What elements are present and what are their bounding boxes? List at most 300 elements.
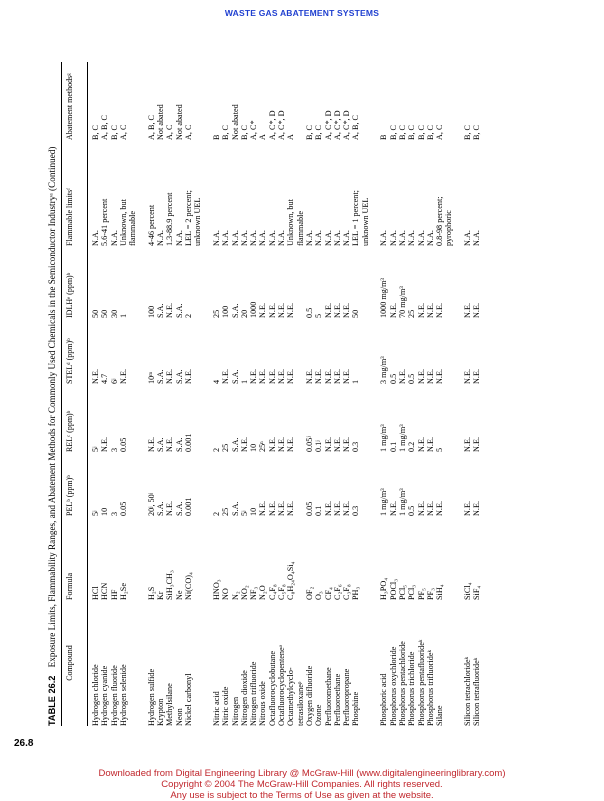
cell-rel: S.A. (156, 437, 166, 452)
cell-abatement: B (379, 134, 389, 140)
cell-formula: C₅F₈ (277, 584, 286, 600)
cell-pel: 3 (109, 511, 119, 516)
cell-pel: N.E. (425, 500, 435, 516)
download-footer (0, 768, 604, 801)
cell-compound: Phosphorus trichloride (407, 651, 417, 726)
cell-pel: N.E. (342, 500, 352, 516)
cell-flammable: N.A. (91, 230, 100, 246)
cell-flammable: 4-46 percent (146, 204, 156, 246)
cell-flammable: Unknown, but (286, 199, 296, 246)
table-row (426, 62, 435, 726)
cell-idlh: 1000 mg/m³ (379, 278, 389, 318)
cell-compound: Hydrogen selenide (118, 664, 128, 726)
cell-compound: tetrasiloxaneᵖ (295, 681, 305, 726)
cell-pel: 0.001 (184, 497, 193, 516)
cell-abatement: A (286, 134, 296, 140)
table-row (444, 62, 453, 726)
cell-idlh: 100 (146, 305, 156, 318)
cell-rel: N.E. (100, 436, 110, 452)
cell-flammable: N.A. (221, 230, 231, 246)
cell-pel: 10 (100, 507, 110, 516)
cell-abatement: B, C (221, 124, 231, 140)
cell-compound: Silicon tetrafluorideᵏ (472, 657, 482, 726)
cell-idlh: N.E. (472, 302, 482, 318)
table-row (314, 62, 323, 726)
cell-idlh: 50 (100, 309, 110, 318)
footer-line-1: Downloaded from Digital Engineering Library @ McGraw-Hill (www.digitalengineeringlibrary.com) (98, 768, 506, 779)
cell-abatement: A, C*, D (267, 110, 277, 140)
cell-pel: N.E. (463, 500, 472, 516)
cell-flammable: 0.8-98 percent; (435, 196, 445, 246)
cell-compound: Nitrous oxide (258, 681, 268, 726)
cell-idlh: 1000 (249, 301, 259, 318)
cell-rel: N.E. (165, 436, 175, 452)
cell-idlh: N.E. (416, 302, 426, 318)
cell-compound: Methylsilane (165, 683, 175, 726)
column-header-flammable: Flammable limitsᶠ (65, 188, 74, 246)
cell-stel: 6ʲ (109, 378, 119, 384)
cell-rel: S.A. (174, 437, 184, 452)
column-header-idlh: IDLHᵉ (ppm)ᵇ (65, 272, 74, 318)
cell-stel: N.E. (267, 368, 277, 384)
table-row (110, 62, 119, 726)
cell-formula: SiCl₄ (463, 582, 472, 600)
cell-idlh: N.E. (463, 302, 472, 318)
cell-flammable: N.A. (230, 230, 240, 246)
cell-stel: N.E. (463, 368, 472, 384)
rotated-table-region (44, 62, 544, 726)
cell-stel: N.E. (472, 368, 482, 384)
cell-abatement: Not abated (174, 104, 184, 140)
cell-compound: Hydrogen chloride (91, 664, 100, 726)
cell-formula: C₂F₆ (332, 584, 342, 600)
cell-formula: NO (221, 588, 231, 600)
cell-formula: NF₃ (249, 586, 259, 600)
cell-formula: C₄F₈ (267, 584, 277, 600)
cell-rel: 1 mg/m³ (379, 424, 389, 452)
cell-flammable: N.A. (249, 230, 259, 246)
cell-stel: N.E. (323, 368, 333, 384)
cell-rel: N.E. (472, 436, 482, 452)
cell-abatement: A, C (165, 124, 175, 140)
table-row (184, 62, 193, 726)
cell-flammable: unknown UEL (360, 197, 370, 246)
cell-compound: Octafluorocyclopenteneᵒ (277, 644, 286, 726)
cell-stel: N.E. (342, 368, 352, 384)
cell-pel: S.A. (156, 501, 166, 516)
cell-pel: N.E. (258, 500, 268, 516)
cell-idlh: N.E. (425, 302, 435, 318)
cell-stel: S.A. (156, 369, 166, 384)
cell-stel: N.E. (397, 368, 407, 384)
cell-stel: 0.5 (388, 373, 398, 384)
cell-formula: CF₄ (323, 587, 333, 600)
cell-abatement: B (211, 134, 221, 140)
cell-formula: PF₅ (416, 588, 426, 600)
column-header-rel: RELᶜ (ppm)ᵇ (65, 410, 74, 452)
cell-compound: Phosphorus oxychloride (388, 646, 398, 726)
cell-flammable: N.A. (425, 230, 435, 246)
cell-stel: 0.5 (407, 373, 417, 384)
cell-pel: N.E. (323, 500, 333, 516)
cell-rel: N.E. (416, 436, 426, 452)
cell-pel: N.E. (277, 500, 286, 516)
table-row (249, 62, 258, 726)
cell-formula: HCN (100, 582, 110, 600)
table-row (91, 62, 100, 726)
cell-stel: N.E. (416, 368, 426, 384)
cell-compound: Octafluorocyclobutane (267, 650, 277, 726)
cell-compound: Hydrogen cyanide (100, 665, 110, 726)
table-header-rule (87, 62, 88, 726)
table-row (463, 62, 472, 726)
column-header-formula: Formula (65, 572, 74, 600)
cell-formula: PH₃ (351, 586, 361, 600)
cell-pel: N.E. (416, 500, 426, 516)
cell-abatement: A (258, 134, 268, 140)
table-row (147, 62, 156, 726)
cell-compound: Oxygen difluoride (304, 665, 314, 726)
cell-stel: N.E. (277, 368, 286, 384)
cell-flammable: N.A. (211, 230, 221, 246)
cell-compound: Nitric oxide (221, 686, 231, 726)
cell-rel: N.E. (239, 436, 249, 452)
cell-compound: Perfluoroethane (332, 673, 342, 726)
cell-rel: 2 (211, 447, 221, 452)
cell-abatement: B, C (472, 124, 482, 140)
cell-idlh: N.E. (258, 302, 268, 318)
table-row (398, 62, 407, 726)
cell-flammable: N.A. (109, 230, 119, 246)
cell-rel: 25 (221, 443, 231, 452)
cell-abatement: A, C (184, 124, 193, 140)
cell-formula: SiF₄ (472, 585, 482, 600)
table-number: TABLE 26.2 (47, 675, 57, 726)
cell-pel: N.E. (267, 500, 277, 516)
cell-flammable: N.A. (304, 230, 314, 246)
cell-compound: Nitric acid (211, 691, 221, 726)
cell-flammable: N.A. (388, 230, 398, 246)
cell-rel: 0.1ʲ (314, 440, 324, 452)
table-row (417, 62, 426, 726)
cell-rel: N.E. (463, 436, 472, 452)
cell-formula: N₂O (258, 585, 268, 600)
cell-pel: 1 mg/m³ (379, 488, 389, 516)
cell-compound: Krypton (156, 698, 166, 726)
cell-pel: 0.05 (304, 501, 314, 516)
cell-flammable: N.A. (277, 230, 286, 246)
cell-idlh: N.E. (342, 302, 352, 318)
cell-stel: 1 (239, 379, 249, 384)
cell-flammable: pyrophoric (444, 210, 454, 246)
cell-rel: 0.3 (351, 441, 361, 452)
cell-stel: N.E. (249, 368, 259, 384)
cell-idlh: N.E. (332, 302, 342, 318)
cell-compound: Perfluoropropane (342, 668, 352, 726)
table-row (138, 62, 147, 726)
table-row (333, 62, 342, 726)
cell-formula: H₂S (146, 586, 156, 600)
cell-pel: N.E. (435, 500, 445, 516)
table-row (277, 62, 286, 726)
column-header-compound: Compound (65, 645, 74, 681)
table-row (342, 62, 351, 726)
cell-abatement: B, C (91, 124, 100, 140)
cell-rel: 5 (435, 447, 445, 452)
cell-idlh: 25 (407, 309, 417, 318)
cell-idlh: S.A. (156, 303, 166, 318)
cell-flammable: N.A. (156, 230, 166, 246)
cell-idlh: 0.5 (304, 307, 314, 318)
column-header-abatement: Abatement methodsᵍ (65, 73, 74, 140)
cell-abatement: B, C (304, 124, 314, 140)
table-caption (44, 62, 60, 726)
cell-formula: HF (109, 589, 119, 600)
cell-idlh: 100 (221, 305, 231, 318)
cell-compound: Perfluoromethane (323, 667, 333, 726)
cell-pel: N.E. (388, 500, 398, 516)
cell-stel: N.E. (314, 368, 324, 384)
cell-rel: N.E. (342, 436, 352, 452)
cell-stel: N.E. (332, 368, 342, 384)
table-row (296, 62, 305, 726)
cell-stel: N.E. (184, 368, 193, 384)
cell-formula: Ni(CO)₄ (184, 572, 193, 600)
table-row (221, 62, 230, 726)
cell-stel: 3 mg/m³ (379, 356, 389, 384)
cell-abatement: A, C* (249, 120, 259, 140)
cell-idlh: N.E. (388, 302, 398, 318)
cell-abatement: B, C (425, 124, 435, 140)
cell-abatement: A, C (435, 124, 445, 140)
cell-flammable: N.A. (342, 230, 352, 246)
cell-stel: N.E. (91, 368, 100, 384)
cell-flammable: N.A. (267, 230, 277, 246)
cell-compound: Nickel carbonyl (184, 673, 193, 726)
cell-abatement: B, C (397, 124, 407, 140)
table-row (240, 62, 249, 726)
cell-abatement: B, C (463, 124, 472, 140)
cell-pel: 2 (211, 511, 221, 516)
cell-pel: N.E. (286, 500, 296, 516)
table-row (156, 62, 165, 726)
cell-rel: N.E. (267, 436, 277, 452)
cell-compound: Hydrogen fluoride (109, 665, 119, 726)
cell-pel: 10 (249, 507, 259, 516)
table-row (165, 62, 174, 726)
cell-stel: 4 (211, 379, 221, 384)
cell-abatement: A, C*, D (342, 110, 352, 140)
cell-formula: PCl₃ (407, 584, 417, 600)
cell-idlh: 25 (211, 309, 221, 318)
cell-abatement: B, C (407, 124, 417, 140)
cell-formula: SiH₄ (435, 584, 445, 600)
cell-flammable: LEL = 2 percent; (184, 190, 193, 246)
cell-flammable: unknown UEL (193, 197, 203, 246)
cell-rel: 0.001 (184, 433, 193, 452)
cell-rel: 0.2 (407, 441, 417, 452)
table-row (212, 62, 221, 726)
cell-flammable: 5.6-41 percent (100, 198, 110, 246)
cell-compound: Phosphine (351, 691, 361, 726)
cell-abatement: A, B, C (146, 114, 156, 140)
table-top-rule (61, 62, 62, 726)
cell-pel: 0.3 (351, 505, 361, 516)
cell-pel: 1 mg/m³ (397, 488, 407, 516)
cell-rel: N.E. (277, 436, 286, 452)
cell-pel: 25 (221, 507, 231, 516)
cell-formula: N₂ (230, 591, 240, 600)
cell-idlh: N.E. (277, 302, 286, 318)
cell-idlh: N.E. (165, 302, 175, 318)
cell-abatement: A, C*, D (332, 110, 342, 140)
table-row (324, 62, 333, 726)
footer-line-2: Copyright © 2004 The McGraw-Hill Companies. All rights reserved. (161, 779, 443, 790)
cell-rel: 10 (249, 443, 259, 452)
table-row (454, 62, 463, 726)
cell-stel: N.E. (221, 368, 231, 384)
cell-idlh: N.E. (267, 302, 277, 318)
table-row (268, 62, 277, 726)
cell-compound: Silicon tetrachlorideᵏ (463, 656, 472, 726)
cell-idlh: N.E. (323, 302, 333, 318)
cell-idlh: 50 (91, 309, 100, 318)
cell-formula: PCl₅ (397, 584, 407, 600)
cell-compound: Silane (435, 705, 445, 726)
table-row (351, 62, 360, 726)
cell-flammable: N.A. (323, 230, 333, 246)
cell-formula: H₃PO₄ (379, 577, 389, 600)
table-row (128, 62, 137, 726)
cell-pel: 0.1 (314, 505, 324, 516)
cell-rel: N.E. (323, 436, 333, 452)
cell-rel: N.E. (332, 436, 342, 452)
cell-formula: C₈H₂₄O₄Si₄ (286, 561, 296, 600)
cell-stel: N.E. (435, 368, 445, 384)
table-caption-text: Exposure Limits, Flammability Ranges, and Abatement Methods for Commonly Used Chemicals in the Semiconductor Industryᵃ (Continued) (47, 146, 57, 668)
cell-pel: 0.05 (118, 501, 128, 516)
cell-pel: 5ʲ (91, 510, 100, 516)
cell-rel: 0.05ʲ (304, 436, 314, 452)
cell-flammable: Unknown, but (118, 199, 128, 246)
cell-flammable: flammable (295, 210, 305, 246)
table-row (175, 62, 184, 726)
cell-stel: N.E. (286, 368, 296, 384)
cell-idlh: 2 (184, 313, 193, 318)
table-row (370, 62, 379, 726)
cell-formula: SiH₃CH₃ (165, 570, 175, 600)
cell-abatement: A, C*, D (277, 110, 286, 140)
cell-stel: N.E. (304, 368, 314, 384)
table-row (258, 62, 267, 726)
cell-idlh: 20 (239, 309, 249, 318)
cell-compound: Phosphorus trifluorideᵏ (425, 649, 435, 726)
table-row (193, 62, 202, 726)
table-row (203, 62, 212, 726)
cell-flammable: flammable (128, 210, 138, 246)
table-row (379, 62, 388, 726)
cell-compound: Phosphorus pentafluorideᵏ (416, 639, 426, 726)
cell-formula: O₃ (314, 591, 324, 600)
cell-abatement: A, B, C (100, 114, 110, 140)
cell-stel: 1 (351, 379, 361, 384)
table-row (361, 62, 370, 726)
table-row (119, 62, 128, 726)
cell-stel: N.E. (258, 368, 268, 384)
cell-formula: PF₃ (425, 588, 435, 600)
cell-rel: S.A. (230, 437, 240, 452)
cell-pel: S.A. (174, 501, 184, 516)
footer-line-3: Any use is subject to the Terms of Use as given at the website. (170, 790, 434, 801)
cell-flammable: N.A. (407, 230, 417, 246)
cell-pel: N.E. (472, 500, 482, 516)
cell-formula: OF₂ (304, 586, 314, 600)
cell-formula: C₃F₈ (342, 584, 352, 600)
cell-idlh: S.A. (174, 303, 184, 318)
cell-rel: N.E. (425, 436, 435, 452)
cell-flammable: LEL = 1 percent; (351, 190, 361, 246)
cell-abatement: B, C (416, 124, 426, 140)
cell-flammable: N.A. (332, 230, 342, 246)
cell-flammable: N.A. (174, 230, 184, 246)
cell-compound: Phosphoric acid (379, 673, 389, 726)
cell-flammable: N.A. (379, 230, 389, 246)
cell-abatement: Not abated (230, 104, 240, 140)
cell-flammable: N.A. (314, 230, 324, 246)
table-row (305, 62, 314, 726)
cell-idlh: 30 (109, 309, 119, 318)
cell-compound: Nitrogen dioxide (239, 670, 249, 726)
cell-compound: Ozone (314, 704, 324, 726)
cell-abatement: B, C (314, 124, 324, 140)
cell-formula: HCl (91, 586, 100, 600)
table-row (100, 62, 109, 726)
cell-formula: Kr (156, 591, 166, 600)
cell-idlh: 5 (314, 313, 324, 318)
table-row (435, 62, 444, 726)
cell-rel: 5ʲ (91, 446, 100, 452)
cell-compound: Neon (174, 708, 184, 726)
cell-compound: Nitrogen trifluoride (249, 661, 259, 726)
cell-formula: H₂Se (118, 583, 128, 600)
table-row (231, 62, 240, 726)
cell-abatement: B, C (388, 124, 398, 140)
cell-formula: NO₂ (239, 585, 249, 600)
cell-idlh: 70 mg/m³ (397, 286, 407, 318)
cell-rel: N.E. (286, 436, 296, 452)
cell-abatement: A, C (118, 124, 128, 140)
cell-compound: Nitrogen (230, 696, 240, 726)
cell-pel: N.E. (332, 500, 342, 516)
cell-abatement: B, C (239, 124, 249, 140)
table-row (286, 62, 295, 726)
cell-idlh: 50 (351, 309, 361, 318)
cell-rel: 1 mg/m³ (397, 424, 407, 452)
cell-flammable: N.A. (472, 230, 482, 246)
cell-abatement: Not abated (156, 104, 166, 140)
cell-flammable: N.A. (397, 230, 407, 246)
cell-rel: 0.05 (118, 437, 128, 452)
cell-stel: N.E. (425, 368, 435, 384)
cell-rel: 0.1 (388, 441, 398, 452)
table-row (472, 62, 481, 726)
cell-formula: HNO₃ (211, 579, 221, 600)
cell-flammable: N.A. (258, 230, 268, 246)
cell-idlh: 1 (118, 313, 128, 318)
cell-idlh: N.E. (435, 302, 445, 318)
cell-flammable: N.A. (239, 230, 249, 246)
table-row (407, 62, 416, 726)
